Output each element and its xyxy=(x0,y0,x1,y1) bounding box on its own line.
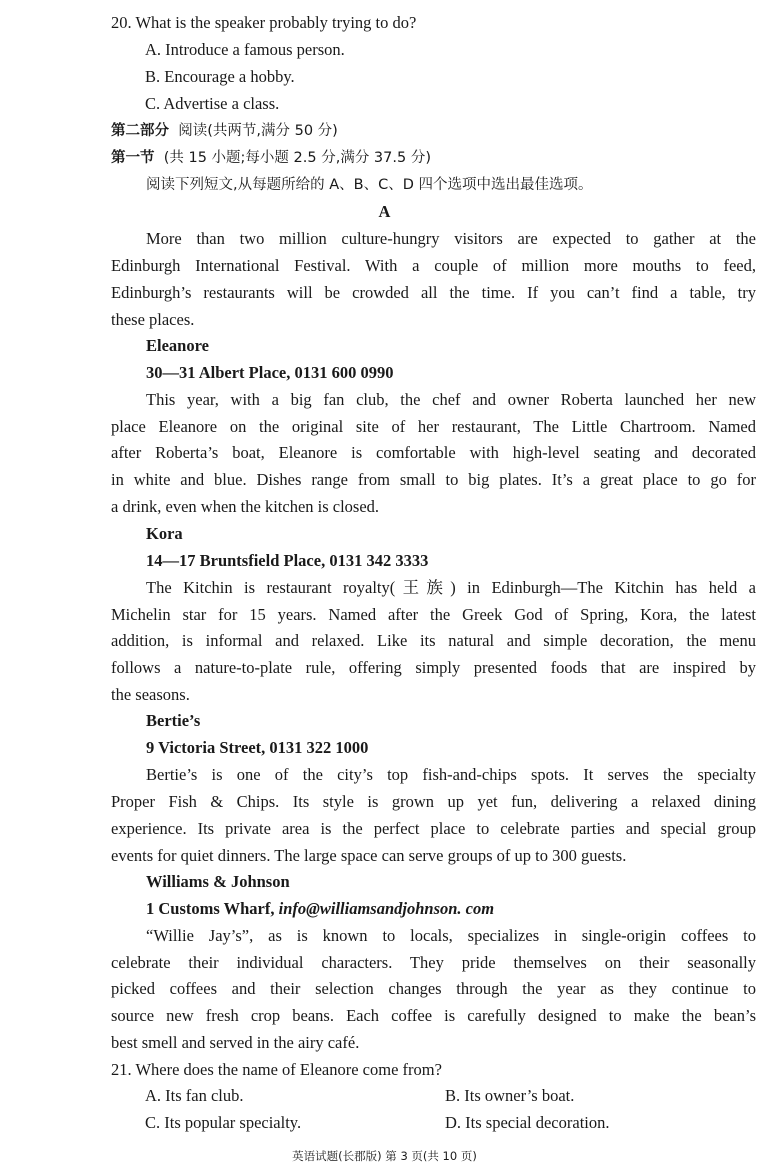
part-heading xyxy=(111,120,338,142)
restaurant-name-williams-johnson: Williams & Johnson xyxy=(146,872,290,891)
q20-option-c: C. Advertise a class. xyxy=(145,94,280,113)
q21-option-d: D. Its special decoration. xyxy=(445,1113,610,1132)
q20-question: 20. What is the speaker probably trying to do? xyxy=(111,13,417,32)
q21-option-a: A. Its fan club. xyxy=(145,1086,244,1105)
subsection-heading xyxy=(111,147,431,169)
restaurant-address-williams-johnson xyxy=(146,898,494,920)
subsection-heading-rest: (共 15 小题;每小题 2.5 分,满分 37.5 分) xyxy=(163,150,431,166)
berties-line: experience. Its private area is the perfect place to celebrate parties and special group xyxy=(111,819,756,838)
eleanore-line: after Roberta’s boat, Eleanore is comfortable with high-level seating and decorated xyxy=(111,443,756,462)
williams-johnson-line: picked coffees and their selection changes through the year as they continue to xyxy=(111,979,756,998)
eleanore-line: This year, with a big fan club, the chef and owner Roberta launched her new xyxy=(146,390,756,409)
address-prefix: 1 Customs Wharf, xyxy=(146,899,279,918)
kora-line: Michelin star for 15 years. Named after the Greek God of Spring, Kora, the latest xyxy=(111,605,756,624)
page-footer: 英语试题(长郡版) 第 3 页(共 10 页) xyxy=(292,1149,477,1163)
instruction: 阅读下列短文,从每题所给的 A、B、C、D 四个选项中选出最佳选项。 xyxy=(146,177,593,193)
kora-line: follows a nature-to-plate rule, offering simply presented foods that are inspired by xyxy=(111,658,756,677)
q20-option-a: A. Introduce a famous person. xyxy=(145,40,345,59)
restaurant-address-eleanore: 30—31 Albert Place, 0131 600 0990 xyxy=(146,363,394,382)
email-address: info@williamsandjohnson. com xyxy=(278,899,495,918)
part-heading-rest: 阅读(共两节,满分 50 分) xyxy=(178,123,338,139)
berties-line: Proper Fish & Chips. Its style is grown up yet fun, delivering a relaxed dining xyxy=(111,792,756,811)
eleanore-line: a drink, even when the kitchen is closed. xyxy=(111,497,380,516)
q20-option-b: B. Encourage a hobby. xyxy=(145,67,295,86)
restaurant-address-kora: 14—17 Bruntsfield Place, 0131 342 3333 xyxy=(146,551,429,570)
intro-line: More than two million culture-hungry visitors are expected to gather at the xyxy=(146,229,756,248)
williams-johnson-line: celebrate their individual characters. They pride themselves on their seasonally xyxy=(111,953,756,972)
intro-line: Edinburgh International Festival. With a couple of million more mouths to feed, xyxy=(111,256,756,275)
passage-letter: A xyxy=(378,202,391,221)
kora-line: addition, is informal and relaxed. Like its natural and simple decoration, the menu xyxy=(111,631,756,650)
williams-johnson-line: best smell and served in the airy café. xyxy=(111,1033,360,1052)
restaurant-name-eleanore: Eleanore xyxy=(146,336,209,355)
williams-johnson-line: source new fresh crop beans. Each coffee is carefully designed to make the bean’s xyxy=(111,1006,756,1025)
berties-line: Bertie’s is one of the city’s top fish-and-chips spots. It serves the specialty xyxy=(146,765,756,784)
q21-option-b: B. Its owner’s boat. xyxy=(445,1086,575,1105)
restaurant-name-berties: Bertie’s xyxy=(146,711,201,730)
subsection-heading-bold: 第一节 xyxy=(111,150,155,166)
intro-line: Edinburgh’s restaurants will be crowded all the time. If you can’t find a table, try xyxy=(111,283,756,302)
intro-line: these places. xyxy=(111,310,195,329)
restaurant-address-berties: 9 Victoria Street, 0131 322 1000 xyxy=(146,738,369,757)
eleanore-line: place Eleanore on the original site of her restaurant, The Little Chartroom. Named xyxy=(111,417,756,436)
berties-line: events for quiet dinners. The large space can serve groups of up to 300 guests. xyxy=(111,846,627,865)
eleanore-line: in white and blue. Dishes range from small to big plates. It’s a great place to go for xyxy=(111,470,756,489)
williams-johnson-line: “Willie Jay’s”, as is known to locals, specializes in single-origin coffees to xyxy=(146,926,756,945)
q21-question: 21. Where does the name of Eleanore come from? xyxy=(111,1060,442,1079)
kora-line: the seasons. xyxy=(111,685,190,704)
part-heading-bold: 第二部分 xyxy=(111,123,169,139)
restaurant-name-kora: Kora xyxy=(146,524,183,543)
kora-line: The Kitchin is restaurant royalty(王族) in Edinburgh—The Kitchin has held a xyxy=(146,578,756,597)
q21-option-c: C. Its popular specialty. xyxy=(145,1113,302,1132)
